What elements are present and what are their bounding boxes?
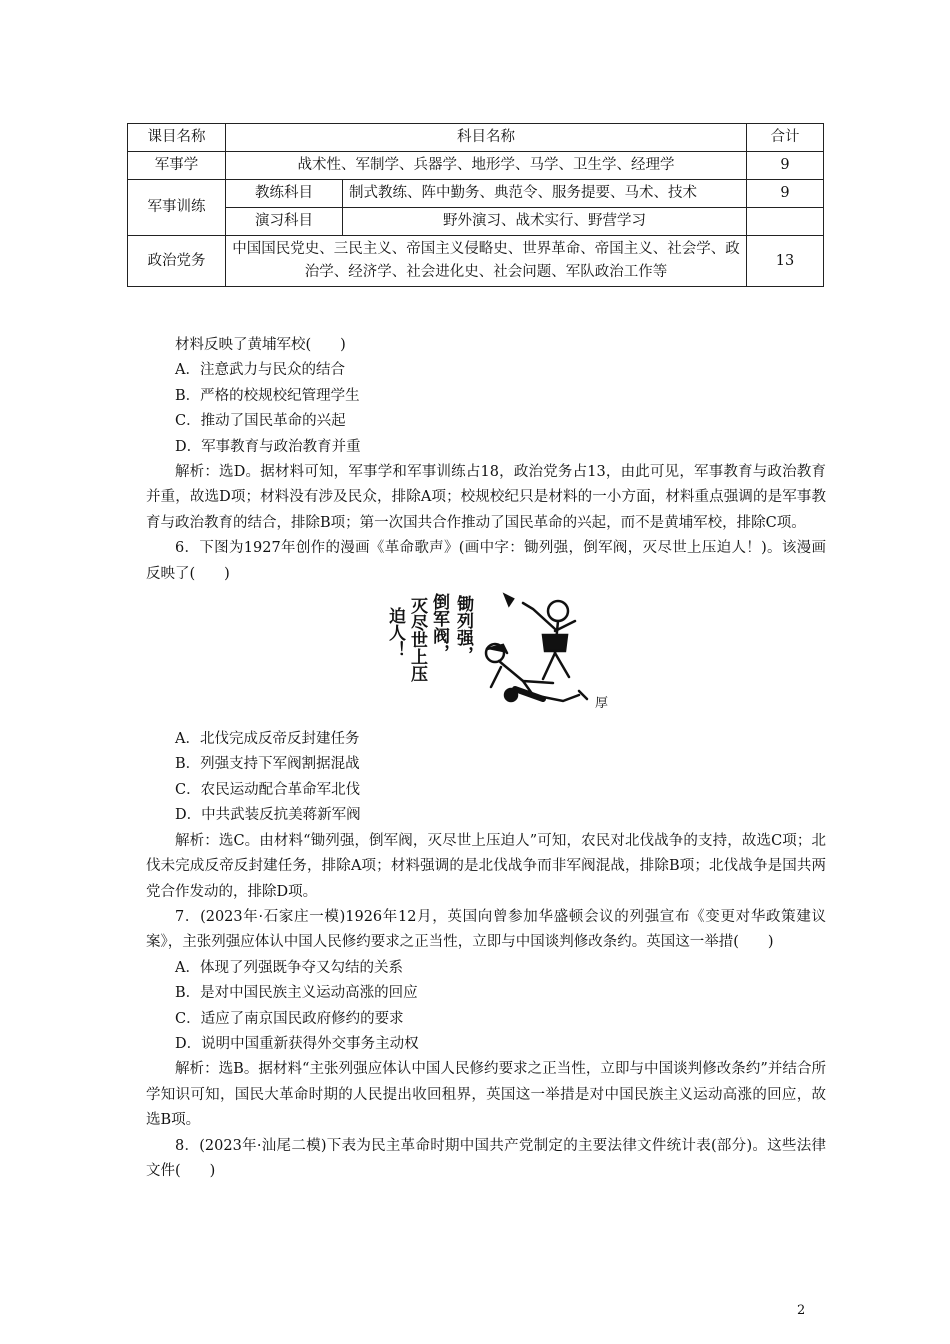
cell-total-empty [747, 208, 824, 236]
q8-stem: 8．(2023年·汕尾二模)下表为民主革命时期中国共产党制定的主要法律文件统计表(部分)。这些法律文件( ) [146, 1137, 826, 1179]
cartoon-illustration [383, 591, 613, 719]
q7-option-d: D．说明中国重新获得外交事务主动权 [175, 1035, 419, 1052]
header-course: 课目名称 [128, 124, 226, 152]
table-row [128, 180, 824, 208]
q7-option-c: C．适应了南京国民政府修约的要求 [175, 1010, 404, 1027]
cartoon-text-col1: 锄列强， [453, 595, 473, 664]
fallen-figures-icon [486, 644, 587, 701]
q7-analysis: 解析：选B。据材料“主张列强应体认中国人民修约要求之正当性，立即与中国谈判修改条约”并结合所学知识可知，国民大革命时期的人民提出收回租界，英国这一举措是对中国民族主义运动高涨的回应，故选B项。 [146, 1061, 826, 1129]
cell-total: 9 [747, 180, 824, 208]
q6-option-d: D．中共武装反抗美蒋新军阀 [175, 807, 361, 824]
cartoon-text-col3: 灭尽世上压 [407, 597, 427, 683]
table-row [128, 236, 824, 287]
question-text [146, 333, 826, 1184]
q5-analysis: 解析：选D。据材料可知，军事学和军事训练占18，政治党务占13，由此可见，军事教育与政治教育并重，故选D项；材料没有涉及民众，排除A项；校规校纪只是材料的一小方面，材料重点强调的是军事教育与政治教育的结合，排除B项；第一次国共合作推动了国民革命的兴起，而不是黄埔军校，排除C项。 [146, 464, 826, 531]
cartoon-text-col4: 迫人！ [385, 607, 405, 659]
q6-option-c: C．农民运动配合革命军北伐 [175, 781, 361, 798]
q6-option-a: A．北伐完成反帝反封建任务 [175, 731, 360, 748]
cell-total: 13 [747, 236, 824, 287]
cell-subjects: 制式教练、阵中勤务、典范令、服务提要、马术、技术 [343, 180, 747, 208]
cartoon-text-col2: 倒军阀， [429, 593, 449, 662]
cell-course: 政治党务 [128, 236, 226, 287]
header-subjects: 科目名称 [226, 124, 747, 152]
cell-subjects: 战术性、军制学、兵器学、地形学、马学、卫生学、经理学 [226, 152, 747, 180]
q5-stem: 材料反映了黄埔军校( ) [175, 337, 346, 353]
revolution-song-cartoon [146, 591, 826, 723]
cell-subjects: 野外演习、战术实行、野营学习 [343, 208, 747, 236]
q6-stem: 6．下图为1927年创作的漫画《革命歌声》(画中字：锄列强，倒军阀，灭尽世上压迫人！)。该漫画反映了( ) [146, 540, 826, 582]
header-total: 合计 [747, 124, 824, 152]
cell-course: 军事训练 [128, 180, 226, 236]
page-number: 2 [797, 1303, 806, 1318]
q5-option-b: B．严格的校规校纪管理学生 [175, 387, 360, 404]
farmer-figure-icon [505, 595, 575, 679]
table-row [128, 208, 824, 236]
cartoon-signature: 厚 [595, 696, 609, 712]
q7-option-b: B．是对中国民族主义运动高涨的回应 [175, 985, 418, 1002]
q6-option-b: B．列强支持下军阀割据混战 [175, 756, 360, 773]
cell-sublabel: 演习科目 [226, 208, 343, 236]
table-header-row [128, 124, 824, 152]
q6-analysis: 解析：选C。由材料“锄列强，倒军阀，灭尽世上压迫人”可知，农民对北伐战争的支持，故选C项；北伐未完成反帝反封建任务，排除A项；材料强调的是北伐战争而非军阀混战，排除B项；北伐战争是国共两党合作发动的，排除D项。 [146, 832, 826, 900]
cell-total: 9 [747, 152, 824, 180]
q5-option-d: D．军事教育与政治教育并重 [175, 438, 361, 455]
q7-stem: 7．(2023年·石家庄一模)1926年12月，英国向曾参加华盛顿会议的列强宣布《变更对华政策建议案》，主张列强应体认中国人民修约要求之正当性，立即与中国谈判修改条约。英国这一举措( ) [146, 908, 826, 951]
q5-option-a: A．注意武力与民众的结合 [175, 362, 345, 379]
cell-course: 军事学 [128, 152, 226, 180]
table-row [128, 152, 824, 180]
cell-subjects: 中国国民党史、三民主义、帝国主义侵略史、世界革命、帝国主义、社会学、政治学、经济学、社会进化史、社会问题、军队政治工作等 [226, 236, 747, 287]
q5-option-c: C．推动了国民革命的兴起 [175, 413, 346, 430]
cell-sublabel: 教练科目 [226, 180, 343, 208]
q7-option-a: A．体现了列强既争夺又勾结的关系 [175, 959, 403, 976]
curriculum-table [127, 123, 824, 287]
